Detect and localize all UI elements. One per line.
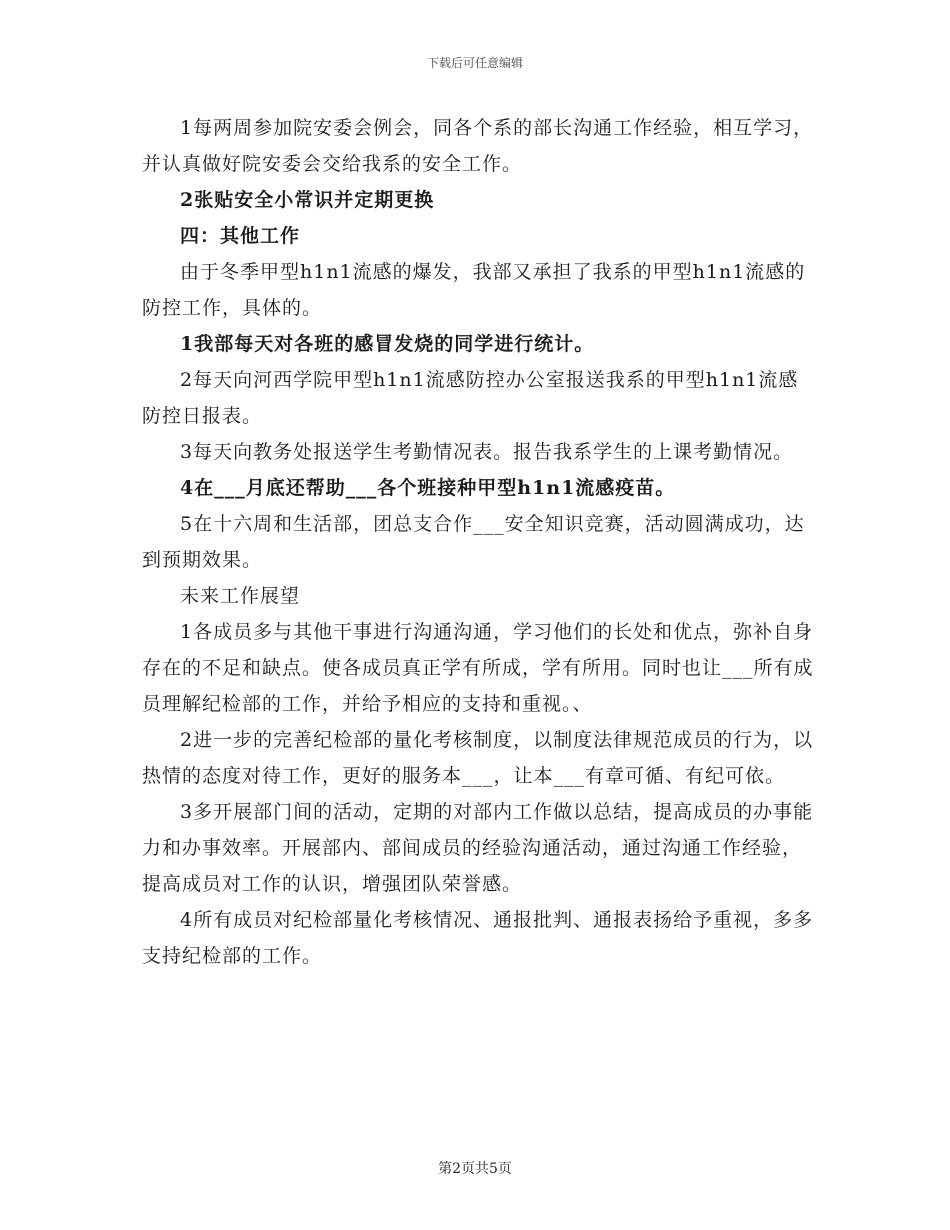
- page-number: 第2页共5页: [438, 1161, 512, 1177]
- section-heading: 四：其他工作: [180, 225, 301, 247]
- paragraph: 2进一步的完善纪检部的量化考核制度，以制度法律规范成员的行为，以热情的态度对待工作，更好的服务本___，让本___有章可循、有纪可依。: [142, 729, 814, 787]
- section-heading: 未来工作展望: [180, 585, 301, 607]
- document-body: [142, 110, 814, 974]
- paragraph: 3多开展部门间的活动，定期的对部内工作做以总结，提高成员的办事能力和办事效率。开展部内、部间成员的经验沟通活动，通过沟通工作经验，提高成员对工作的认识，增强团队荣誉感。: [142, 801, 814, 895]
- paragraph: 1各成员多与其他干事进行沟通沟通，学习他们的长处和优点，弥补自身存在的不足和缺点。使各成员真正学有所成，学有所用。同时也让___所有成员理解纪检部的工作，并给予相应的支持和重视。、: [142, 621, 814, 715]
- paragraph: 4所有成员对纪检部量化考核情况、通报批判、通报表扬给予重视，多多支持纪检部的工作。: [142, 909, 814, 967]
- paragraph: 3每天向教务处报送学生考勤情况表。报告我系学生的上课考勤情况。: [180, 441, 794, 463]
- paragraph: 2每天向河西学院甲型h1n1流感防控办公室报送我系的甲型h1n1流感防控日报表。: [142, 369, 799, 427]
- paragraph: 由于冬季甲型h1n1流感的爆发，我部又承担了我系的甲型h1n1流感的防控工作，具体的。: [142, 261, 806, 319]
- paragraph: 4在___月底还帮助___各个班接种甲型h1n1流感疫苗。: [180, 477, 676, 499]
- paragraph: 1我部每天对各班的感冒发烧的同学进行统计。: [180, 333, 595, 355]
- page-header-note: 下载后可任意编辑: [426, 56, 523, 70]
- paragraph: 1每两周参加院安委会例会，同各个系的部长沟通工作经验，相互学习，并认真做好院安委会交给我系的安全工作。: [142, 117, 814, 175]
- paragraph: 5在十六周和生活部，团总支合作___安全知识竞赛，活动圆满成功，达到预期效果。: [142, 513, 805, 571]
- paragraph: 2张贴安全小常识并定期更换: [180, 189, 435, 211]
